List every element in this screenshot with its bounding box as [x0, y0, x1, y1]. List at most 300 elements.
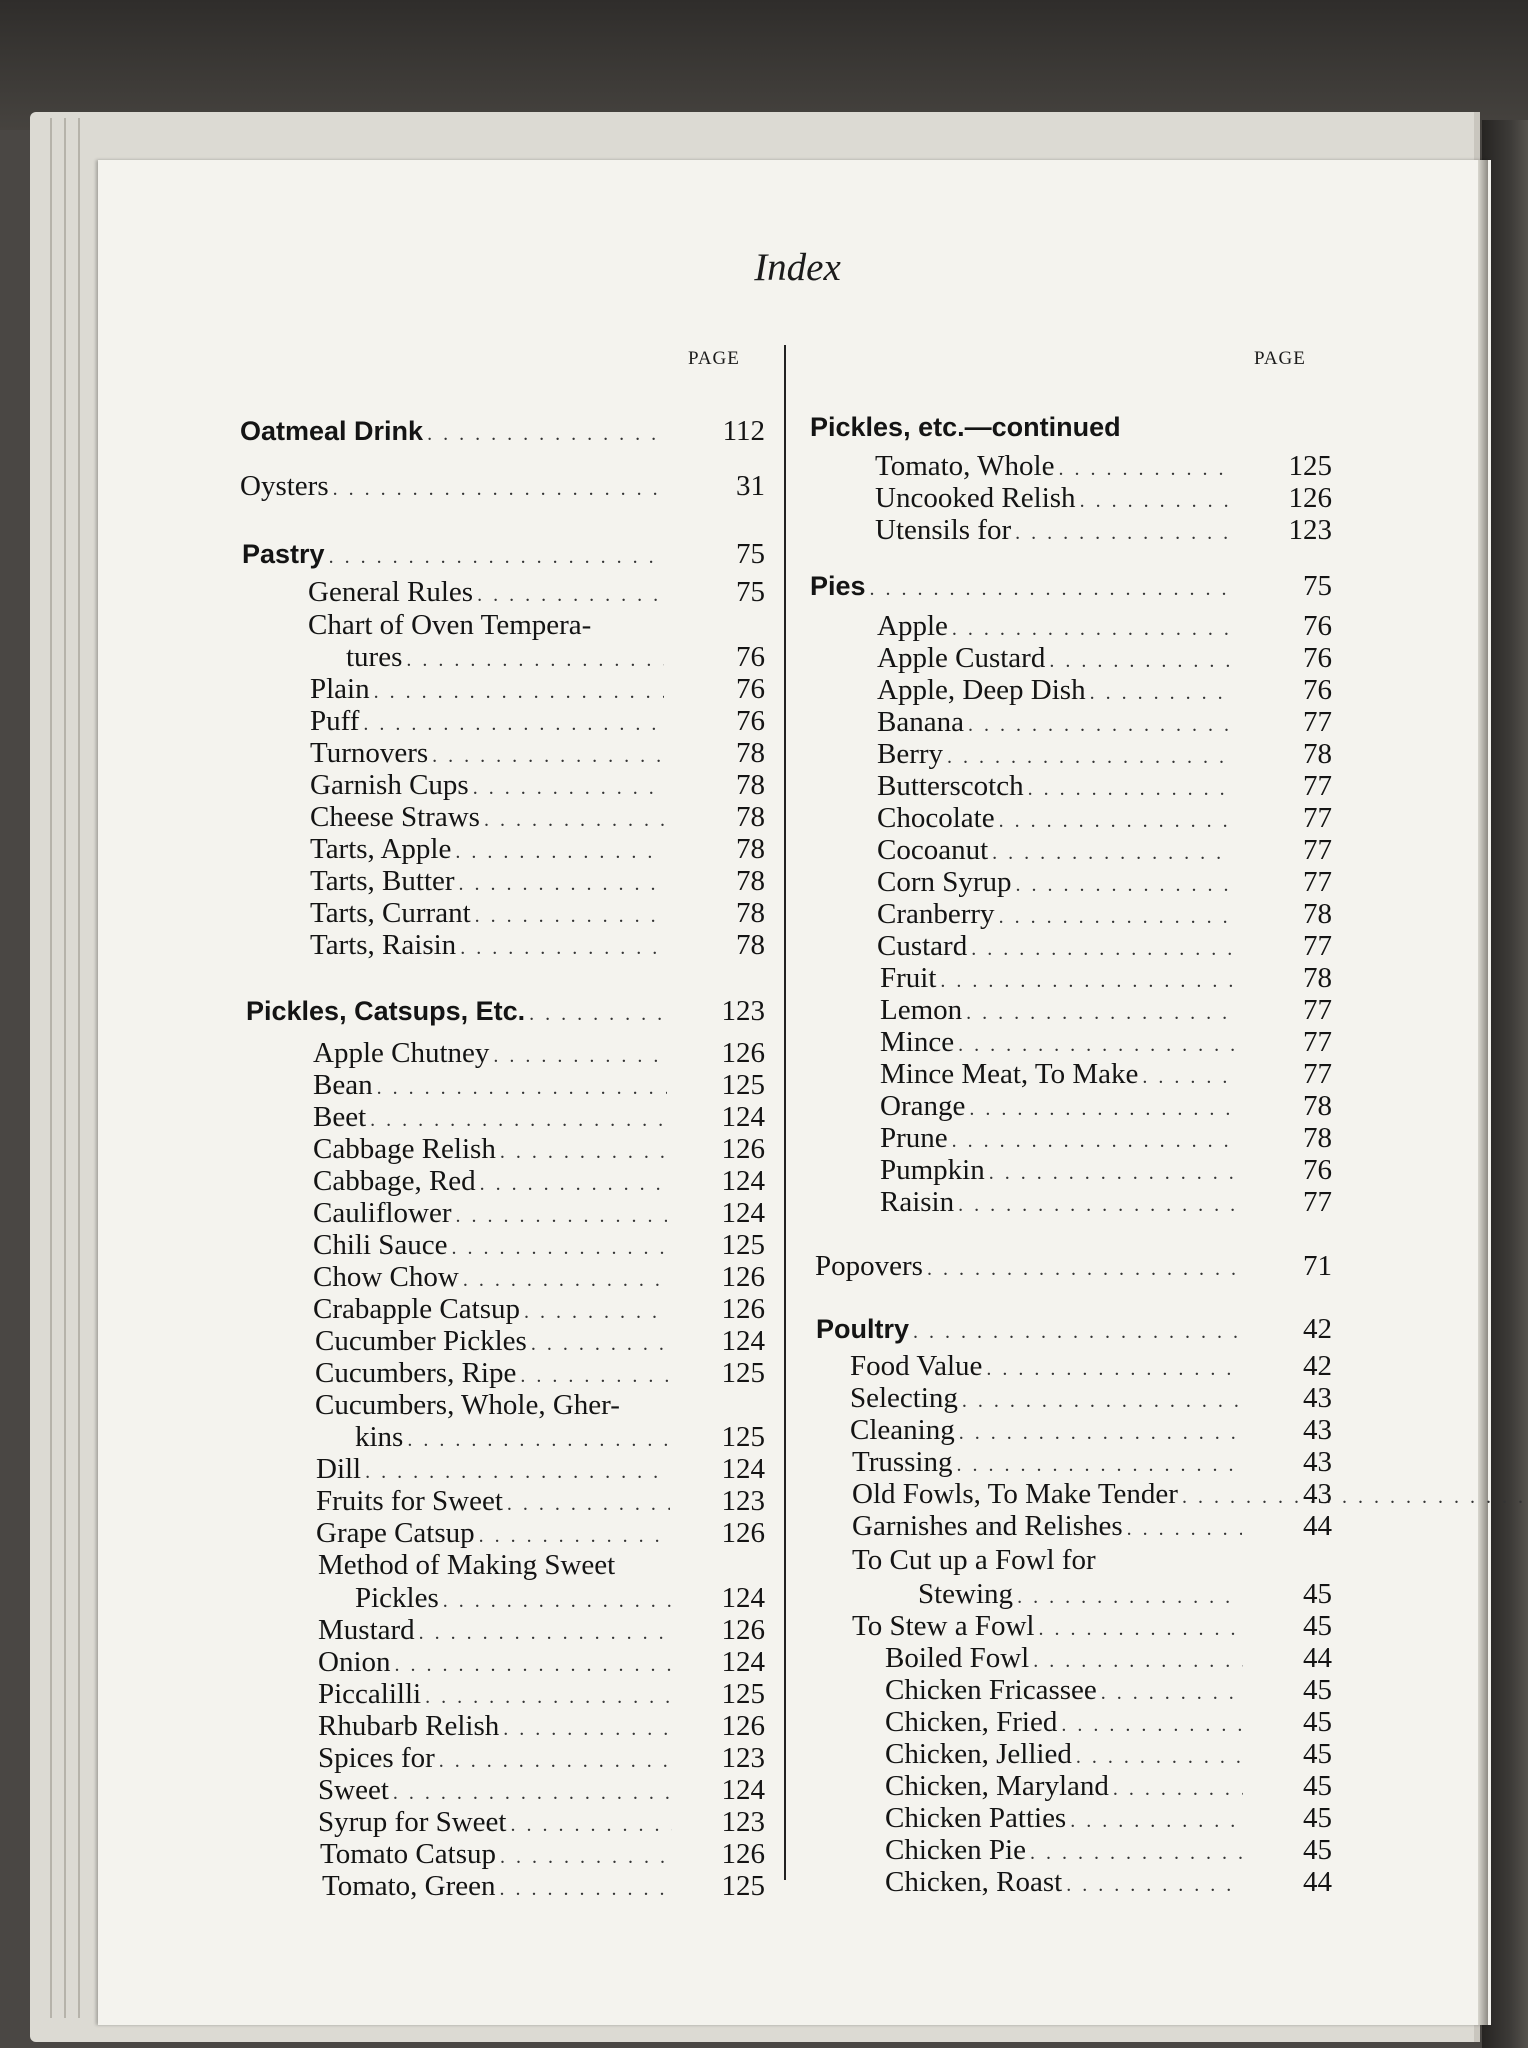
index-entry [852, 1544, 1096, 1576]
entry-label: tures [346, 641, 403, 673]
entry-label: Chow Chow [313, 1261, 459, 1293]
index-entry [885, 1866, 1332, 1901]
index-entry [310, 673, 765, 708]
index-entry [877, 610, 1332, 645]
leader-dots [407, 1424, 671, 1456]
entry-label: Cucumbers, Whole, Gher- [315, 1389, 620, 1421]
index-entry [852, 1446, 1332, 1481]
page-number: 123 [721, 1485, 765, 1517]
page-number: 43 [1303, 1446, 1332, 1478]
page-number: 124 [721, 1646, 765, 1678]
leader-dots [475, 900, 664, 932]
entry-label: Trussing [852, 1446, 953, 1478]
index-entry [310, 769, 765, 804]
leader-dots [439, 1745, 672, 1777]
index-entry [850, 1382, 1332, 1417]
index-entry [316, 1485, 765, 1520]
page-number: 76 [736, 641, 765, 673]
leader-dots [940, 965, 1234, 997]
entry-label: Tarts, Raisin [310, 929, 457, 961]
entry-label: Utensils for [875, 514, 1012, 546]
leader-dots [456, 1200, 667, 1232]
page-number: 42 [1303, 1350, 1332, 1382]
page-number: 44 [1303, 1866, 1332, 1898]
entry-label: Beet [313, 1101, 367, 1133]
leader-dots [989, 1157, 1234, 1189]
index-entry [313, 1261, 765, 1296]
leader-dots [1127, 1513, 1242, 1545]
index-entry [318, 1774, 765, 1809]
page-number: 123 [721, 1806, 765, 1838]
entry-label: Tarts, Butter [310, 865, 455, 897]
entry-label: Pastry [242, 539, 325, 569]
index-entry [877, 898, 1332, 933]
entry-label: Garnish Cups [310, 769, 469, 801]
page-number: 78 [1303, 898, 1332, 930]
index-entry [313, 1069, 765, 1104]
index-entry [885, 1674, 1332, 1709]
index-entry [313, 1229, 765, 1264]
leader-dots [500, 1873, 674, 1905]
page-number: 43 [1303, 1382, 1332, 1414]
entry-label: Chicken, Jellied [885, 1738, 1072, 1770]
page-number: 76 [1303, 610, 1332, 642]
index-entry [310, 801, 765, 836]
index-entry [310, 833, 765, 868]
entry-label: Bean [313, 1069, 373, 1101]
leader-dots [913, 1316, 1242, 1348]
index-entry [310, 737, 765, 772]
leader-dots [370, 1104, 667, 1136]
index-entry [850, 1350, 1332, 1385]
leader-dots [419, 1617, 672, 1649]
page-number: 45 [1303, 1578, 1332, 1610]
index-entry [318, 1549, 615, 1581]
leader-dots [493, 1040, 667, 1072]
page-number: 78 [736, 801, 765, 833]
leader-dots [959, 1417, 1242, 1449]
leader-dots [1061, 1709, 1243, 1741]
entry-label: Plain [310, 673, 370, 705]
index-entry [313, 1165, 765, 1200]
page-number: 124 [721, 1582, 765, 1614]
index-entry [877, 802, 1332, 837]
entry-label: Cucumber Pickles [315, 1325, 527, 1357]
page-edge [78, 118, 80, 2018]
index-entry [852, 1510, 1332, 1545]
page-gutter [1478, 160, 1488, 2025]
index-entry [308, 576, 765, 611]
page-number: 124 [721, 1197, 765, 1229]
index-entry [315, 1357, 765, 1392]
entry-label: Fruits for Sweet [316, 1485, 503, 1517]
index-entry [310, 897, 765, 932]
leader-dots [1038, 1613, 1242, 1645]
entry-label: Cocoanut [877, 834, 989, 866]
index-entry [815, 1250, 1332, 1285]
entry-label: Method of Making Sweet [318, 1549, 616, 1581]
leader-dots [999, 805, 1231, 837]
page-number: 76 [1303, 642, 1332, 674]
page-number: 45 [1303, 1770, 1332, 1802]
leader-dots [480, 1168, 667, 1200]
entry-label: Piccalilli [318, 1678, 422, 1710]
index-entry [355, 1421, 765, 1456]
entry-label: Raisin [880, 1186, 955, 1218]
leader-dots [1030, 1837, 1243, 1869]
page-number: 78 [736, 737, 765, 769]
page-number: 123 [721, 995, 765, 1027]
index-entry [318, 1678, 765, 1713]
entry-label: Popovers [815, 1250, 923, 1282]
leader-dots [927, 1253, 1241, 1285]
page-number: 78 [1303, 1122, 1332, 1154]
page-number: 126 [721, 1037, 765, 1069]
entry-label: Apple Chutney [313, 1037, 490, 1069]
index-entry [346, 641, 765, 676]
index-entry [322, 1870, 765, 1905]
leader-dots [958, 1029, 1234, 1061]
index-heading [810, 411, 1121, 443]
leader-dots [870, 573, 1234, 605]
page-number: 77 [1303, 866, 1332, 898]
index-heading [240, 415, 765, 450]
page-number: 125 [721, 1357, 765, 1389]
entry-label: Orange [880, 1090, 966, 1122]
page-number: 45 [1303, 1706, 1332, 1738]
page-number: 71 [1303, 1250, 1332, 1282]
entry-label: Chicken Pie [885, 1834, 1026, 1866]
index-entry [318, 1742, 765, 1777]
page-number: 77 [1303, 1186, 1332, 1218]
leader-dots [479, 1520, 670, 1552]
leader-dots [500, 1841, 674, 1873]
index-entry [880, 994, 1332, 1029]
index-entry [240, 470, 765, 505]
index-entry [880, 1154, 1332, 1189]
leader-dots [329, 541, 664, 573]
index-entry [880, 962, 1332, 997]
entry-label: Tomato, Whole [875, 450, 1055, 482]
page-number: 78 [1303, 962, 1332, 994]
page-number: 77 [1303, 770, 1332, 802]
entry-label: Mustard [318, 1614, 415, 1646]
leader-dots [1090, 677, 1231, 709]
index-entry [877, 834, 1332, 869]
index-entry [877, 642, 1332, 677]
entry-label: To Stew a Fowl [852, 1610, 1035, 1642]
entry-label: Old Fowls, To Make Tender [852, 1478, 1178, 1510]
leader-dots [947, 741, 1231, 773]
entry-label: Pickles, etc.—continued [810, 412, 1121, 442]
entry-label: Chicken Patties [885, 1802, 1067, 1834]
leader-dots [1182, 1481, 1528, 1513]
page-number: 126 [721, 1261, 765, 1293]
page-number: 75 [736, 576, 765, 608]
index-entry [885, 1706, 1332, 1741]
entry-label: Poultry [816, 1314, 910, 1344]
page-number: 77 [1303, 930, 1332, 962]
leader-dots [956, 1449, 1242, 1481]
index-entry [880, 1026, 1332, 1061]
index-entry [355, 1582, 765, 1617]
entry-label: Cucumbers, Ripe [315, 1357, 517, 1389]
entry-label: General Rules [308, 576, 474, 608]
entry-label: Chicken, Roast [885, 1866, 1063, 1898]
index-entry [852, 1610, 1332, 1645]
leader-dots [500, 1136, 667, 1168]
left-page-header: PAGE [688, 348, 740, 369]
index-entry [310, 865, 765, 900]
leader-dots [1080, 485, 1229, 517]
leader-dots [425, 1681, 672, 1713]
page-number: 78 [1303, 738, 1332, 770]
entry-label: Pumpkin [880, 1154, 985, 1186]
entry-label: Grape Catsup [316, 1517, 475, 1549]
entry-label: Mince Meat, To Make [880, 1058, 1139, 1090]
page-number: 78 [736, 865, 765, 897]
leader-dots [395, 1649, 673, 1681]
page-number: 126 [721, 1293, 765, 1325]
entry-label: Tomato, Green [322, 1870, 496, 1902]
index-entry [310, 705, 765, 740]
page-number: 45 [1303, 1834, 1332, 1866]
leader-dots [1076, 1741, 1243, 1773]
index-entry [310, 929, 765, 964]
leader-dots [374, 676, 664, 708]
leader-dots [1101, 1677, 1243, 1709]
page-number: 76 [736, 705, 765, 737]
page-number: 76 [736, 673, 765, 705]
entry-label: Prune [880, 1122, 948, 1154]
entry-label: Spices for [318, 1742, 435, 1774]
leader-dots [363, 708, 664, 740]
leader-dots [484, 804, 664, 836]
index-entry [877, 706, 1332, 741]
page-number: 43 [1303, 1478, 1332, 1510]
page-number: 77 [1303, 1058, 1332, 1090]
index-entry [877, 770, 1332, 805]
page-number: 31 [736, 470, 765, 502]
entry-label: Butterscotch [877, 770, 1024, 802]
entry-label: Sweet [318, 1774, 389, 1806]
page-edge [64, 118, 66, 2018]
index-entry [885, 1642, 1332, 1677]
page-edge [50, 118, 52, 2018]
index-heading [816, 1313, 1332, 1348]
page-number: 124 [721, 1325, 765, 1357]
page-number: 126 [721, 1517, 765, 1549]
entry-label: Cheese Straws [310, 801, 480, 833]
page-number: 45 [1303, 1738, 1332, 1770]
entry-label: Tomato Catsup [320, 1838, 496, 1870]
index-entry [877, 674, 1332, 709]
leader-dots [377, 1072, 667, 1104]
entry-label: Cauliflower [313, 1197, 452, 1229]
index-entry [315, 1389, 620, 1421]
leader-dots [524, 1296, 667, 1328]
leader-dots [477, 579, 664, 611]
entry-label: Turnovers [310, 737, 429, 769]
entry-label: Chicken, Fried [885, 1706, 1058, 1738]
entry-label: Dill [316, 1453, 362, 1485]
leader-dots [432, 740, 664, 772]
entry-label: Puff [310, 705, 360, 737]
page-number: 124 [721, 1101, 765, 1133]
entry-label: Corn Syrup [877, 866, 1012, 898]
leader-dots [503, 1713, 672, 1745]
page-number: 123 [721, 1742, 765, 1774]
index-entry [316, 1517, 765, 1552]
entry-label: Selecting [850, 1382, 958, 1414]
entry-label: Rhubarb Relish [318, 1710, 500, 1742]
leader-dots [406, 644, 664, 676]
page-number: 77 [1303, 994, 1332, 1026]
page-number: 124 [721, 1165, 765, 1197]
entry-label: Apple [877, 610, 948, 642]
leader-dots [507, 1488, 670, 1520]
leader-dots [969, 1093, 1234, 1125]
page-number: 45 [1303, 1610, 1332, 1642]
entry-label: Chili Sauce [313, 1229, 448, 1261]
page-number: 78 [736, 897, 765, 929]
leader-dots [958, 1189, 1234, 1221]
entry-label: Chicken Fricassee [885, 1674, 1097, 1706]
entry-label: Tarts, Currant [310, 897, 471, 929]
index-entry [313, 1101, 765, 1136]
page-number: 125 [721, 1421, 765, 1453]
page-number: 78 [736, 833, 765, 865]
page-number: 126 [721, 1133, 765, 1165]
index-heading [810, 570, 1332, 605]
leader-dots [427, 418, 664, 450]
leader-dots [968, 709, 1231, 741]
entry-label: Pickles, Catsups, Etc. [246, 996, 526, 1026]
index-entry [852, 1478, 1528, 1513]
index-entry [313, 1037, 765, 1072]
page-number: 123 [1288, 514, 1332, 546]
entry-label: Berry [877, 738, 944, 770]
page-number: 125 [721, 1229, 765, 1261]
entry-label: Garnishes and Relishes [852, 1510, 1123, 1542]
entry-label: Chocolate [877, 802, 995, 834]
entry-label: Uncooked Relish [875, 482, 1076, 514]
index-entry [308, 609, 591, 641]
entry-label: Banana [877, 706, 964, 738]
leader-dots [1017, 1581, 1242, 1613]
leader-dots [452, 1232, 667, 1264]
entry-label: Apple, Deep Dish [877, 674, 1086, 706]
leader-dots [999, 901, 1231, 933]
page-number: 125 [721, 1678, 765, 1710]
entry-label: Oatmeal Drink [240, 416, 424, 446]
page-number: 77 [1303, 706, 1332, 738]
leader-dots [443, 1585, 671, 1617]
page-number: 45 [1303, 1802, 1332, 1834]
page-number: 126 [721, 1614, 765, 1646]
page-number: 43 [1303, 1414, 1332, 1446]
entry-label: Cleaning [850, 1414, 955, 1446]
page-number: 44 [1303, 1510, 1332, 1542]
entry-label: Tarts, Apple [310, 833, 452, 865]
leader-dots [365, 1456, 670, 1488]
index-entry [885, 1738, 1332, 1773]
leader-dots [333, 473, 664, 505]
leader-dots [460, 932, 664, 964]
leader-dots [1058, 453, 1229, 485]
index-entry [885, 1834, 1332, 1869]
leader-dots [1016, 869, 1231, 901]
index-entry [318, 1614, 765, 1649]
page-number: 125 [1288, 450, 1332, 482]
entry-label: Food Value [850, 1350, 983, 1382]
index-entry [877, 866, 1332, 901]
leader-dots [992, 837, 1231, 869]
leader-dots [1049, 645, 1231, 677]
leader-dots [986, 1353, 1242, 1385]
entry-label: Lemon [880, 994, 963, 1026]
index-entry [318, 1806, 765, 1841]
leader-dots [962, 1385, 1242, 1417]
entry-label: To Cut up a Fowl for [852, 1544, 1096, 1576]
right-page-header: PAGE [1254, 348, 1306, 369]
index-entry [880, 1122, 1332, 1157]
page-number: 124 [721, 1453, 765, 1485]
leader-dots [529, 998, 664, 1030]
leader-dots [952, 613, 1231, 645]
index-entry [313, 1133, 765, 1168]
page-number: 75 [736, 538, 765, 570]
entry-label: Crabapple Catsup [313, 1293, 520, 1325]
index-entry [880, 1058, 1332, 1093]
index-entry [885, 1770, 1332, 1805]
index-entry [316, 1453, 765, 1488]
index-entry [877, 738, 1332, 773]
entry-label: Cabbage, Red [313, 1165, 476, 1197]
leader-dots [393, 1777, 672, 1809]
index-entry [313, 1197, 765, 1232]
column-divider [784, 345, 786, 1880]
leader-dots [473, 772, 664, 804]
entry-label: Boiled Fowl [885, 1642, 1030, 1674]
index-entry [320, 1838, 765, 1873]
leader-dots [1066, 1869, 1243, 1901]
entry-label: Apple Custard [877, 642, 1046, 674]
page-number: 126 [1288, 482, 1332, 514]
page-number: 77 [1303, 1026, 1332, 1058]
page-number: 76 [1303, 674, 1332, 706]
entry-label: Chicken, Maryland [885, 1770, 1109, 1802]
entry-label: Stewing [918, 1578, 1014, 1610]
leader-dots [1070, 1805, 1243, 1837]
entry-label: Cabbage Relish [313, 1133, 496, 1165]
index-entry [313, 1293, 765, 1328]
entry-label: Pickles [355, 1582, 439, 1614]
page-number: 126 [721, 1710, 765, 1742]
leader-dots [1028, 773, 1231, 805]
entry-label: Cranberry [877, 898, 995, 930]
index-entry [850, 1414, 1332, 1449]
leader-dots [966, 997, 1234, 1029]
index-entry [880, 1186, 1332, 1221]
index-entry [875, 450, 1332, 485]
leader-dots [455, 836, 664, 868]
leader-dots [520, 1360, 669, 1392]
index-entry [318, 1710, 765, 1745]
page-number: 77 [1303, 802, 1332, 834]
index-entry [877, 930, 1332, 965]
entry-label: Oysters [240, 470, 329, 502]
